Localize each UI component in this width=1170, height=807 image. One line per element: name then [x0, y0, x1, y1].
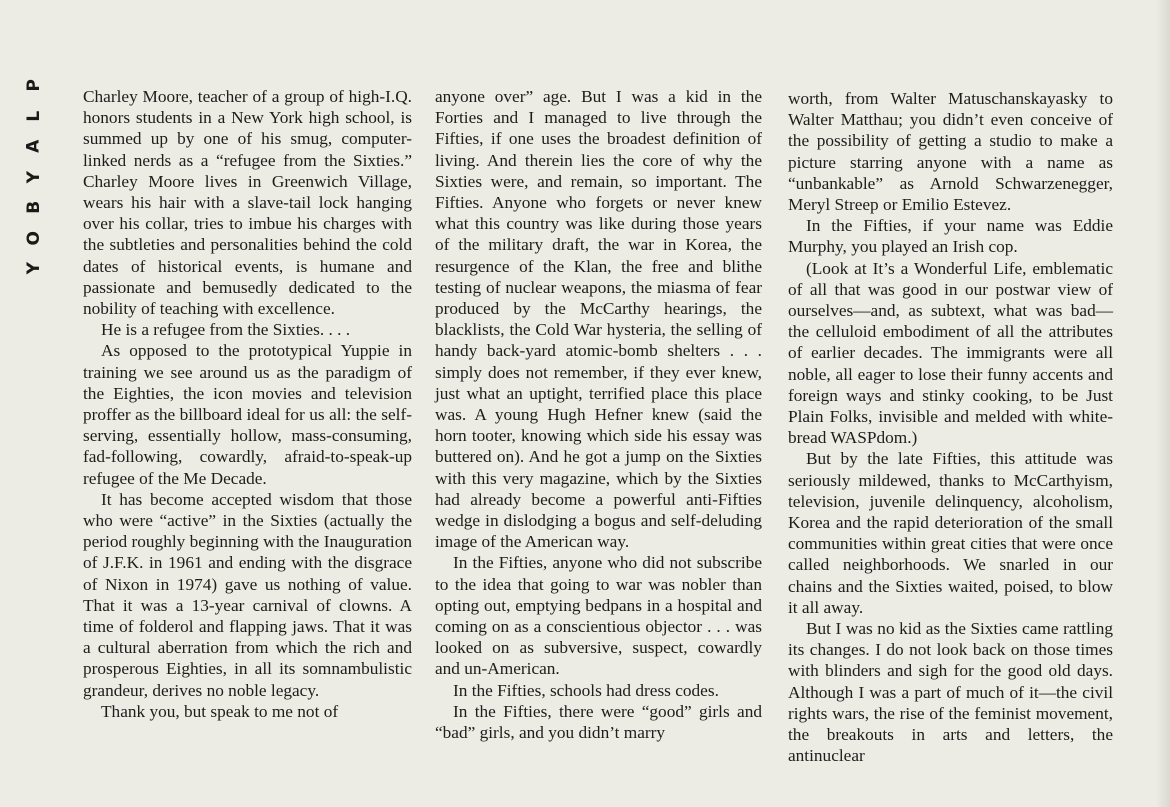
paragraph: anyone over” age. But I was a kid in the Forties and I managed to live through the Fifties, if one uses the broadest definition of living. And therein lies the core of why the Sixties were, and remain, so important. The Fifties. Anyone who forgets or never knew what this country was like during those years of the military draft, the war in Korea, the resurgence of the Klan, the free and blithe testing of nuclear weapons, the miasma of fear produced by the McCarthy hearings, the blacklists, the Cold War hysteria, the selling of handy back-yard atomic-bomb shelters . . . simply does not remember, if they ever knew, just what an uptight, terrified place this place was. A young Hugh Hefner knew (said the horn tooter, knowing which side his essay was buttered on). And he got a jump on the Sixties with this very magazine, which by the Sixties had already become a powerful anti-Fifties wedge in dislodging a bogus and self-deluding image of the American way.	[435, 87, 762, 552]
paragraph: He is a refugee from the Sixties. . . .	[101, 320, 351, 340]
playboy-masthead	[20, 70, 48, 284]
page-edge	[1156, 0, 1170, 807]
paragraph: (Look at It’s a Wonderful Life, emblematic of all that was good in our postwar view of ourselves—and, as subtext, what was bad—the celluloid embodiment of all the attributes of earlier decades. The immigrants were all noble, all eager to lose their funny accents and foreign ways and stinky cooking, to be Just Plain Folks, invisible and melded with white-bread WASPdom.)	[788, 258, 1113, 448]
article-column-3	[788, 88, 1113, 767]
paragraph: In the Fifties, there were “good” girls and “bad” girls, and you didn’t marry	[435, 701, 762, 743]
masthead-letter: A	[23, 139, 44, 153]
paragraph: In the Fifties, if your name was Eddie Murphy, you played an Irish cop.	[788, 216, 1113, 257]
paragraph: But I was no kid as the Sixties came rattling its changes. I do not look back on those times with blinders and sigh for the good old days. Although I was a part of much of it—the civil rights wars, the rise of the feminist movement, the breakouts in arts and letters, the antinuclear	[788, 619, 1113, 766]
masthead-letter: B	[23, 200, 44, 214]
masthead-letter: Y	[23, 262, 44, 275]
article-column-2	[435, 86, 762, 743]
paragraph: In the Fifties, anyone who did not subscribe to the idea that going to war was nobler than opting out, emptying bedpans in a hospital and coming on as a conscientious objector . . . was looked on as subversive, suspect, cowardly and un-American.	[435, 553, 762, 679]
paragraph: worth, from Walter Matuschanskayasky to Walter Matthau; you didn’t even conceive of the possibility of getting a studio to make a picture starring anyone with a name as “unbankable” as Arnold Schwarzenegger, Meryl Streep or Emilio Estevez.	[788, 89, 1113, 215]
paragraph: Thank you, but speak to me not of	[101, 701, 339, 721]
paragraph: But by the late Fifties, this attitude was seriously mildewed, thanks to McCarthyism, television, juvenile delinquency, alcoholism, Korea and the rapid deterioration of the small communities within great cities that were once called neighborhoods. We snarled in our chains and the Sixties waited, poised, to blow it all away.	[788, 449, 1113, 617]
paragraph: Charley Moore, teacher of a group of high-I.Q. honors students in a New York high school, is summed up by one of his smug, computer-linked nerds as a “refugee from the Sixties.” Charley Moore lives in Greenwich Village, wears his hair with a slave-tail lock hanging over his collar, tries to imbue his charges with the subtleties and personalities behind the cold dates of historical events, is humane and passionate and bemusedly dedicated to the nobility of teaching with excellence.	[83, 87, 412, 319]
masthead-letter: O	[23, 230, 44, 245]
masthead-letter: P	[23, 79, 44, 92]
paragraph: As opposed to the prototypical Yuppie in training we see around us as the paradigm of the Eighties, the icon movies and television proffer as the billboard ideal for us all: the self-serving, essentially hollow, mass-consuming, fad-following, cowardly, afraid-to-speak-up refugee of the Me Decade.	[83, 341, 412, 488]
paragraph: It has become accepted wisdom that those who were “active” in the Sixties (actually the period roughly beginning with the Inauguration of J.F.K. in 1961 and ending with the disgrace of Nixon in 1974) gave us nothing of value. That it was a 13-year carnival of clowns. A time of folderol and flapping jaws. That it was a cultural aberration from which the rich and prosperous Eighties, in all its somnambulistic grandeur, derives no noble legacy.	[83, 489, 412, 700]
masthead-letter: L	[23, 110, 44, 122]
article-column-1	[83, 86, 412, 722]
paragraph: In the Fifties, schools had dress codes.	[453, 680, 719, 700]
masthead-letter: Y	[23, 170, 44, 183]
